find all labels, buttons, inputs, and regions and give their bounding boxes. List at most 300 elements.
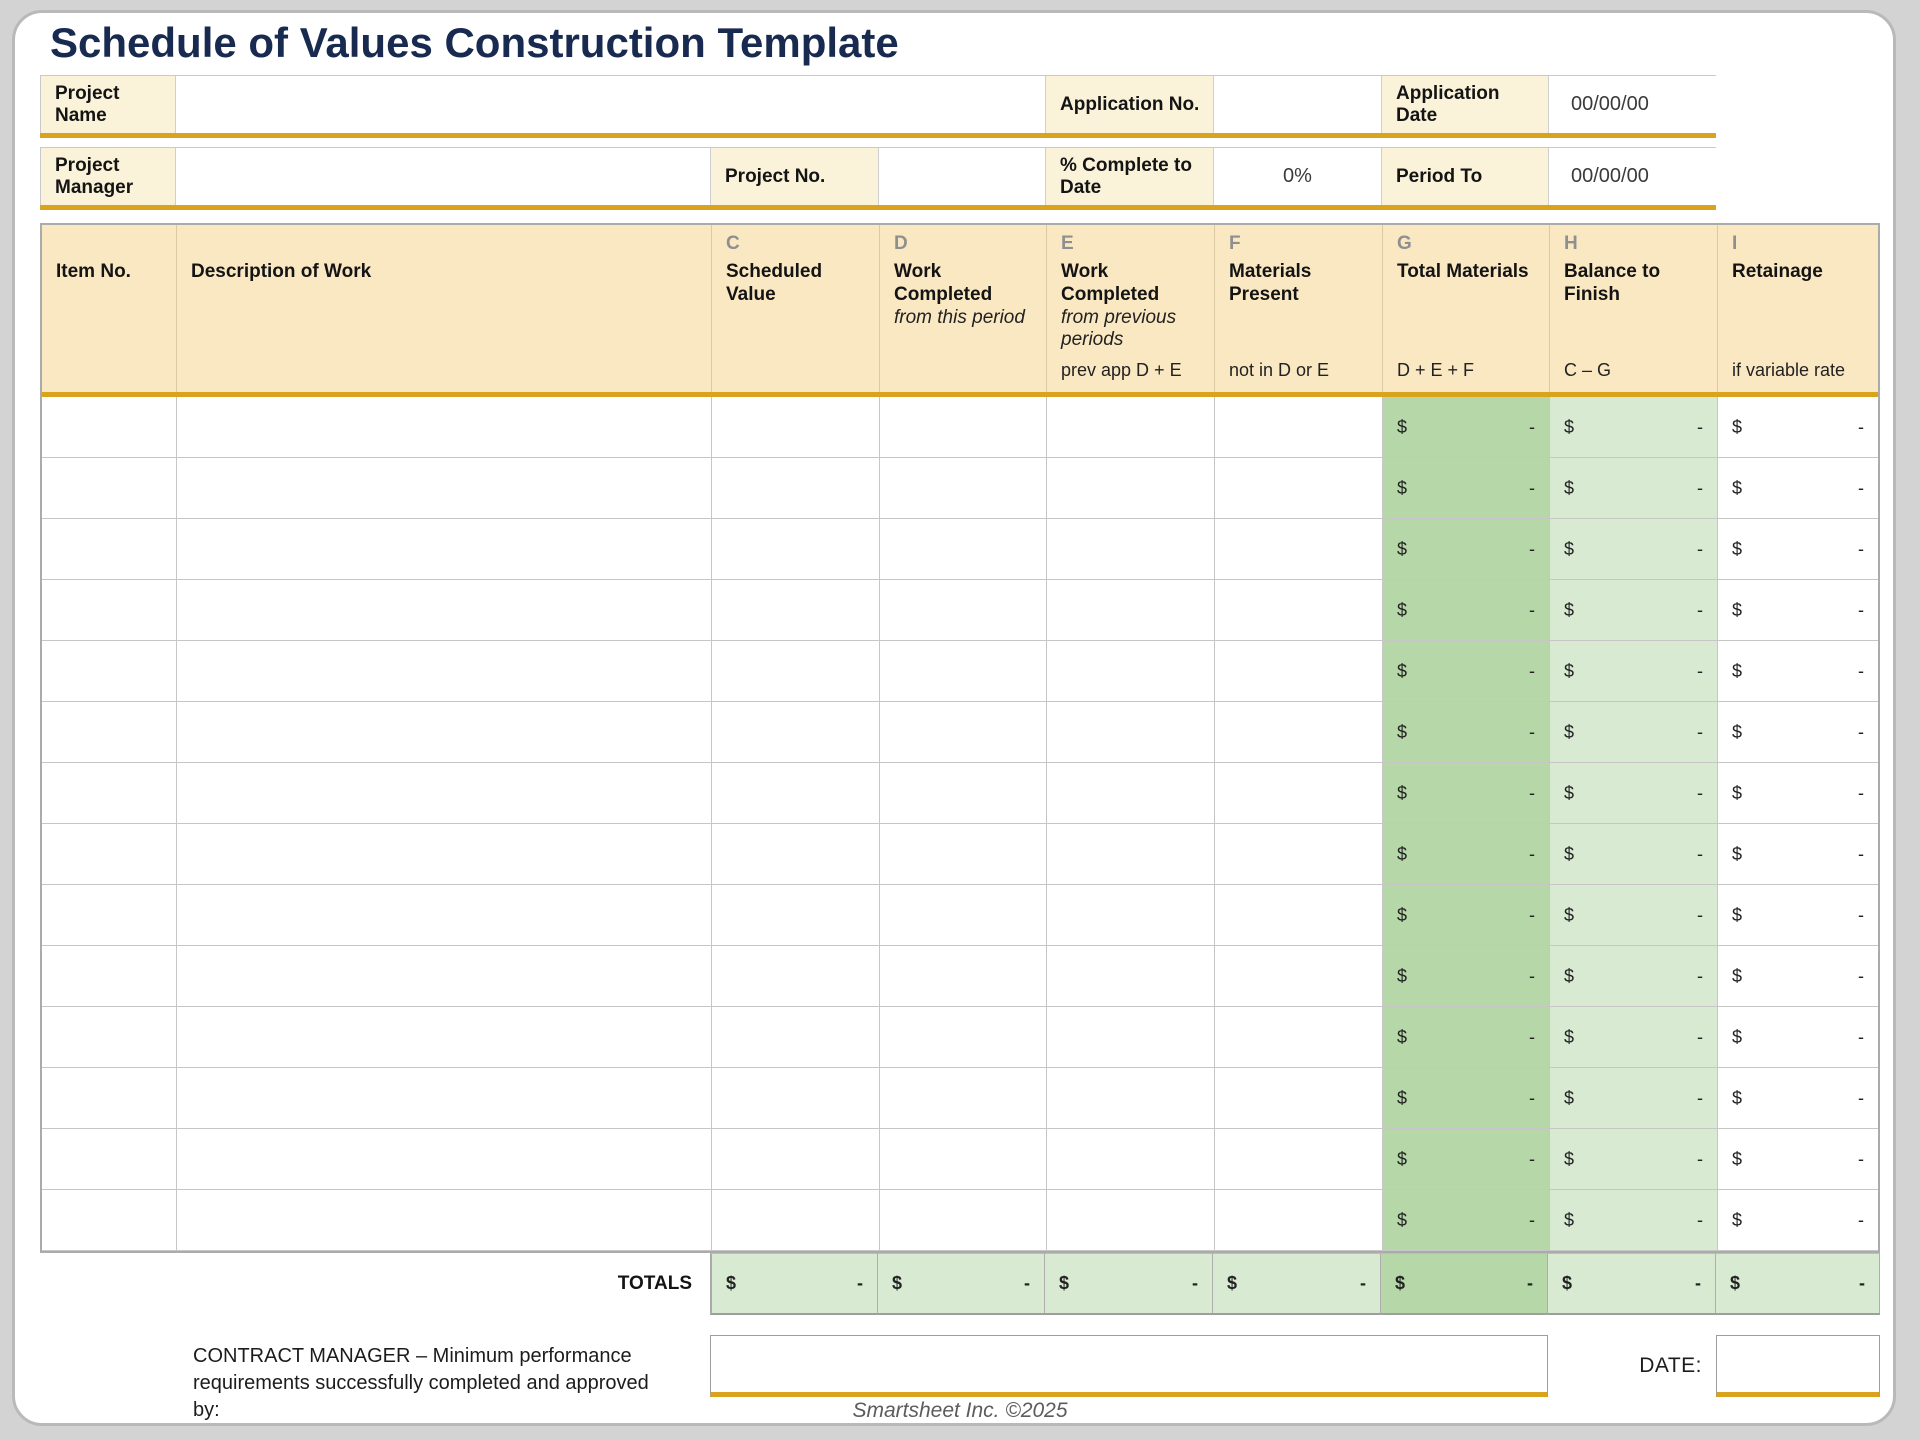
column-formula: C – G [1564, 360, 1612, 380]
amount-placeholder: - [1697, 965, 1703, 986]
column-formula [726, 360, 869, 384]
currency-symbol: $ [1732, 477, 1743, 498]
column-formula: not in D or E [1229, 360, 1330, 380]
cell-scheduled-value[interactable] [712, 1068, 880, 1129]
currency-symbol: $ [1562, 1273, 1573, 1293]
currency-symbol: $ [1732, 1087, 1743, 1108]
currency-symbol: $ [1564, 416, 1575, 437]
column-letter: E [1061, 233, 1074, 254]
currency-symbol: $ [1732, 538, 1743, 559]
amount-placeholder: - [1858, 1148, 1864, 1169]
project-manager-label: Project Manager [41, 148, 176, 205]
amount-placeholder: - [1529, 477, 1535, 498]
cell-item-no[interactable] [42, 824, 177, 885]
project-no-label: Project No. [711, 148, 879, 205]
currency-symbol: $ [1732, 965, 1743, 986]
column-title: Total Materials [1397, 261, 1529, 282]
column-letter: C [726, 233, 740, 254]
cell-description[interactable] [177, 702, 712, 763]
currency-symbol: $ [1397, 1148, 1408, 1169]
currency-symbol: $ [1397, 477, 1408, 498]
page-card [12, 10, 1896, 1426]
application-no-input[interactable] [1214, 76, 1382, 133]
project-name-label: Project Name [41, 76, 176, 133]
column-title: Work Completed [1061, 261, 1160, 305]
amount-placeholder: - [1697, 1209, 1703, 1230]
amount-placeholder: - [1858, 416, 1864, 437]
cell-balance-to-finish[interactable] [1550, 702, 1718, 763]
cell-retainage[interactable] [1718, 641, 1878, 702]
currency-symbol: $ [1397, 599, 1408, 620]
cell-retainage[interactable] [1718, 763, 1878, 824]
cell-work-completed-this-period[interactable] [880, 1129, 1047, 1190]
header-materials-present [1215, 225, 1383, 392]
cell-description[interactable] [177, 580, 712, 641]
amount-placeholder: - [1858, 477, 1864, 498]
period-to-input[interactable]: 00/00/00 [1549, 148, 1717, 205]
cell-description[interactable] [177, 1129, 712, 1190]
application-no-label: Application No. [1046, 76, 1214, 133]
amount-placeholder: - [857, 1273, 863, 1293]
amount-placeholder: - [1529, 1026, 1535, 1047]
cell-work-completed-previous[interactable] [1047, 397, 1215, 458]
header-balance-to-finish [1550, 225, 1718, 392]
total-cell-scheduled-value[interactable] [710, 1253, 878, 1315]
currency-symbol: $ [1227, 1273, 1238, 1293]
project-no-input[interactable] [879, 148, 1046, 205]
amount-placeholder: - [1529, 1148, 1535, 1169]
table-row [42, 1007, 1878, 1068]
column-letter [56, 233, 166, 261]
cell-work-completed-this-period[interactable] [880, 763, 1047, 824]
table-row [42, 824, 1878, 885]
amount-placeholder: - [1697, 843, 1703, 864]
table-row [42, 519, 1878, 580]
amount-placeholder: - [1529, 782, 1535, 803]
currency-symbol: $ [1397, 1026, 1408, 1047]
column-formula: D + E + F [1397, 360, 1475, 380]
cell-work-completed-this-period[interactable] [880, 946, 1047, 1007]
total-cell-materials-present[interactable] [1213, 1253, 1381, 1315]
period-to-label: Period To [1382, 148, 1549, 205]
cell-description[interactable] [177, 1007, 712, 1068]
table-row [42, 1129, 1878, 1190]
amount-placeholder: - [1858, 1087, 1864, 1108]
currency-symbol: $ [1732, 660, 1743, 681]
cell-balance-to-finish[interactable] [1550, 946, 1718, 1007]
cell-total-materials[interactable] [1383, 885, 1550, 946]
percent-complete-label: % Complete to Date [1046, 148, 1214, 205]
cell-retainage[interactable] [1718, 702, 1878, 763]
currency-symbol: $ [1564, 1087, 1575, 1108]
amount-placeholder: - [1697, 599, 1703, 620]
currency-symbol: $ [1564, 965, 1575, 986]
page-title: Schedule of Values Construction Template [50, 19, 899, 66]
amount-placeholder: - [1697, 660, 1703, 681]
gold-divider [40, 205, 1716, 210]
column-title: Description of Work [191, 261, 372, 282]
currency-symbol: $ [726, 1273, 737, 1293]
cell-total-materials[interactable] [1383, 641, 1550, 702]
amount-placeholder: - [1529, 843, 1535, 864]
cell-materials-present[interactable] [1215, 1007, 1383, 1068]
amount-placeholder: - [1858, 782, 1864, 803]
cell-work-completed-this-period[interactable] [880, 580, 1047, 641]
cell-materials-present[interactable] [1215, 1190, 1383, 1251]
cell-total-materials[interactable] [1383, 702, 1550, 763]
amount-placeholder: - [1858, 965, 1864, 986]
total-cell-balance-to-finish[interactable] [1548, 1253, 1716, 1315]
cell-item-no[interactable] [42, 580, 177, 641]
cell-item-no[interactable] [42, 702, 177, 763]
cell-work-completed-previous[interactable] [1047, 946, 1215, 1007]
currency-symbol: $ [1564, 1148, 1575, 1169]
amount-placeholder: - [1527, 1273, 1533, 1293]
table-row [42, 763, 1878, 824]
amount-placeholder: - [1024, 1273, 1030, 1293]
cell-work-completed-previous[interactable] [1047, 763, 1215, 824]
cell-total-materials[interactable] [1383, 1190, 1550, 1251]
amount-placeholder: - [1697, 477, 1703, 498]
amount-placeholder: - [1529, 904, 1535, 925]
column-title: Scheduled Value [726, 261, 823, 305]
amount-placeholder: - [1858, 721, 1864, 742]
amount-placeholder: - [1697, 1148, 1703, 1169]
cell-total-materials[interactable] [1383, 397, 1550, 458]
cell-item-no[interactable] [42, 641, 177, 702]
cell-retainage[interactable] [1718, 824, 1878, 885]
table-row [42, 580, 1878, 641]
cell-item-no[interactable] [42, 397, 177, 458]
amount-placeholder: - [1858, 538, 1864, 559]
amount-placeholder: - [1697, 721, 1703, 742]
cell-item-no[interactable] [42, 1190, 177, 1251]
cell-item-no[interactable] [42, 1068, 177, 1129]
header-description [177, 225, 712, 392]
amount-placeholder: - [1697, 1087, 1703, 1108]
cell-scheduled-value[interactable] [712, 946, 880, 1007]
currency-symbol: $ [1732, 599, 1743, 620]
currency-symbol: $ [1564, 599, 1575, 620]
currency-symbol: $ [1564, 782, 1575, 803]
cell-total-materials[interactable] [1383, 1007, 1550, 1068]
cell-materials-present[interactable] [1215, 824, 1383, 885]
cell-work-completed-previous[interactable] [1047, 458, 1215, 519]
cell-materials-present[interactable] [1215, 519, 1383, 580]
amount-placeholder: - [1529, 965, 1535, 986]
cell-materials-present[interactable] [1215, 397, 1383, 458]
currency-symbol: $ [1397, 843, 1408, 864]
amount-placeholder: - [1858, 599, 1864, 620]
cell-retainage[interactable] [1718, 580, 1878, 641]
cell-materials-present[interactable] [1215, 702, 1383, 763]
cell-scheduled-value[interactable] [712, 580, 880, 641]
application-date-input[interactable]: 00/00/00 [1549, 76, 1717, 133]
cell-balance-to-finish[interactable] [1550, 763, 1718, 824]
schedule-of-values-table [40, 223, 1880, 1315]
cell-retainage[interactable] [1718, 519, 1878, 580]
currency-symbol: $ [1732, 1148, 1743, 1169]
cell-description[interactable] [177, 763, 712, 824]
column-formula [894, 360, 1036, 384]
cell-retainage[interactable] [1718, 946, 1878, 1007]
project-manager-input[interactable] [176, 148, 711, 205]
cell-retainage[interactable] [1718, 458, 1878, 519]
cell-work-completed-this-period[interactable] [880, 519, 1047, 580]
cell-balance-to-finish[interactable] [1550, 824, 1718, 885]
cell-item-no[interactable] [42, 763, 177, 824]
cell-item-no[interactable] [42, 519, 177, 580]
cell-work-completed-this-period[interactable] [880, 1190, 1047, 1251]
amount-placeholder: - [1192, 1273, 1198, 1293]
amount-placeholder: - [1697, 782, 1703, 803]
cell-description[interactable] [177, 397, 712, 458]
gold-divider [40, 133, 1716, 138]
totals-row [40, 1253, 1880, 1315]
cell-description[interactable] [177, 641, 712, 702]
currency-symbol: $ [1397, 660, 1408, 681]
currency-symbol: $ [1732, 416, 1743, 437]
cell-materials-present[interactable] [1215, 946, 1383, 1007]
cell-scheduled-value[interactable] [712, 1129, 880, 1190]
amount-placeholder: - [1697, 1026, 1703, 1047]
cell-scheduled-value[interactable] [712, 397, 880, 458]
info-row-project-name [40, 75, 1716, 138]
cell-balance-to-finish[interactable] [1550, 458, 1718, 519]
currency-symbol: $ [1397, 965, 1408, 986]
cell-work-completed-this-period[interactable] [880, 702, 1047, 763]
currency-symbol: $ [892, 1273, 903, 1293]
header-work-completed-previous [1047, 225, 1215, 392]
cell-work-completed-previous[interactable] [1047, 885, 1215, 946]
cell-balance-to-finish[interactable] [1550, 580, 1718, 641]
table-row [42, 1190, 1878, 1251]
cell-balance-to-finish[interactable] [1550, 1190, 1718, 1251]
cell-description[interactable] [177, 885, 712, 946]
column-letter: G [1397, 233, 1412, 254]
total-cell-work-completed-previous[interactable] [1045, 1253, 1213, 1315]
cell-work-completed-this-period[interactable] [880, 1068, 1047, 1129]
column-formula [56, 360, 166, 384]
cell-scheduled-value[interactable] [712, 763, 880, 824]
cell-total-materials[interactable] [1383, 946, 1550, 1007]
cell-materials-present[interactable] [1215, 641, 1383, 702]
column-title: Retainage [1732, 261, 1823, 282]
cell-balance-to-finish[interactable] [1550, 519, 1718, 580]
page-content [40, 13, 1880, 1423]
header-total-materials [1383, 225, 1550, 392]
cell-work-completed-this-period[interactable] [880, 397, 1047, 458]
cell-work-completed-previous[interactable] [1047, 702, 1215, 763]
currency-symbol: $ [1397, 1209, 1408, 1230]
amount-placeholder: - [1529, 538, 1535, 559]
cell-retainage[interactable] [1718, 1129, 1878, 1190]
amount-placeholder: - [1858, 904, 1864, 925]
cell-work-completed-previous[interactable] [1047, 1068, 1215, 1129]
cell-total-materials[interactable] [1383, 580, 1550, 641]
currency-symbol: $ [1564, 1209, 1575, 1230]
currency-symbol: $ [1564, 721, 1575, 742]
cell-work-completed-this-period[interactable] [880, 458, 1047, 519]
column-subtitle: from this period [894, 306, 1025, 328]
project-name-input[interactable] [176, 76, 1046, 133]
cell-scheduled-value[interactable] [712, 702, 880, 763]
column-title: Balance to Finish [1564, 261, 1661, 305]
cell-materials-present[interactable] [1215, 885, 1383, 946]
amount-placeholder: - [1858, 1209, 1864, 1230]
cell-scheduled-value[interactable] [712, 824, 880, 885]
cell-total-materials[interactable] [1383, 1068, 1550, 1129]
currency-symbol: $ [1395, 1273, 1406, 1293]
column-letter: D [894, 233, 908, 254]
amount-placeholder: - [1697, 538, 1703, 559]
cell-total-materials[interactable] [1383, 458, 1550, 519]
totals-label: TOTALS [40, 1253, 710, 1315]
amount-placeholder: - [1697, 416, 1703, 437]
table-row [42, 946, 1878, 1007]
cell-balance-to-finish[interactable] [1550, 1129, 1718, 1190]
cell-description[interactable] [177, 824, 712, 885]
amount-placeholder: - [1529, 416, 1535, 437]
header-retainage [1718, 225, 1878, 392]
amount-placeholder: - [1859, 1273, 1865, 1293]
cell-materials-present[interactable] [1215, 1068, 1383, 1129]
cell-description[interactable] [177, 1190, 712, 1251]
cell-description[interactable] [177, 1068, 712, 1129]
table-header-row [42, 225, 1878, 392]
cell-work-completed-this-period[interactable] [880, 824, 1047, 885]
column-letter: F [1229, 233, 1241, 254]
cell-retainage[interactable] [1718, 885, 1878, 946]
percent-complete-input[interactable]: 0% [1214, 148, 1382, 205]
amount-placeholder: - [1697, 904, 1703, 925]
amount-placeholder: - [1529, 721, 1535, 742]
currency-symbol: $ [1564, 843, 1575, 864]
cell-scheduled-value[interactable] [712, 458, 880, 519]
currency-symbol: $ [1397, 538, 1408, 559]
header-scheduled-value [712, 225, 880, 392]
cell-item-no[interactable] [42, 1007, 177, 1068]
currency-symbol: $ [1732, 1026, 1743, 1047]
cell-description[interactable] [177, 458, 712, 519]
cell-retainage[interactable] [1718, 1007, 1878, 1068]
cell-materials-present[interactable] [1215, 763, 1383, 824]
currency-symbol: $ [1732, 782, 1743, 803]
cell-description[interactable] [177, 519, 712, 580]
cell-balance-to-finish[interactable] [1550, 641, 1718, 702]
cell-work-completed-previous[interactable] [1047, 824, 1215, 885]
cell-description[interactable] [177, 946, 712, 1007]
column-letter: I [1732, 233, 1738, 254]
amount-placeholder: - [1529, 660, 1535, 681]
currency-symbol: $ [1732, 1209, 1743, 1230]
cell-work-completed-previous[interactable] [1047, 580, 1215, 641]
cell-scheduled-value[interactable] [712, 885, 880, 946]
total-cell-retainage[interactable] [1716, 1253, 1880, 1315]
cell-item-no[interactable] [42, 946, 177, 1007]
date-input[interactable] [1716, 1335, 1880, 1397]
cell-total-materials[interactable] [1383, 824, 1550, 885]
currency-symbol: $ [1397, 1087, 1408, 1108]
cell-work-completed-previous[interactable] [1047, 519, 1215, 580]
currency-symbol: $ [1732, 843, 1743, 864]
currency-symbol: $ [1732, 721, 1743, 742]
cell-balance-to-finish[interactable] [1550, 1068, 1718, 1129]
cell-work-completed-previous[interactable] [1047, 1190, 1215, 1251]
column-formula: prev app D + E [1061, 360, 1182, 380]
cell-item-no[interactable] [42, 885, 177, 946]
table-row [42, 702, 1878, 763]
currency-symbol: $ [1397, 416, 1408, 437]
cell-retainage[interactable] [1718, 1068, 1878, 1129]
cell-scheduled-value[interactable] [712, 1190, 880, 1251]
cell-work-completed-this-period[interactable] [880, 885, 1047, 946]
currency-symbol: $ [1397, 721, 1408, 742]
cell-work-completed-previous[interactable] [1047, 641, 1215, 702]
amount-placeholder: - [1360, 1273, 1366, 1293]
application-date-label: Application Date [1382, 76, 1549, 133]
currency-symbol: $ [1730, 1273, 1741, 1293]
info-row-project-manager [40, 147, 1716, 210]
cell-scheduled-value[interactable] [712, 519, 880, 580]
currency-symbol: $ [1397, 904, 1408, 925]
cell-work-completed-previous[interactable] [1047, 1007, 1215, 1068]
cell-materials-present[interactable] [1215, 458, 1383, 519]
total-cell-work-completed-this-period[interactable] [878, 1253, 1045, 1315]
cell-work-completed-this-period[interactable] [880, 1007, 1047, 1068]
column-formula [191, 360, 701, 384]
column-formula: if variable rate [1732, 360, 1846, 380]
header-work-completed-this-period [880, 225, 1047, 392]
amount-placeholder: - [1858, 1026, 1864, 1047]
cell-total-materials[interactable] [1383, 763, 1550, 824]
table-row [42, 458, 1878, 519]
cell-balance-to-finish[interactable] [1550, 885, 1718, 946]
table-row [42, 641, 1878, 702]
contract-manager-text: CONTRACT MANAGER – Minimum performance requirements successfully completed and approved by: [193, 1345, 649, 1421]
amount-placeholder: - [1529, 599, 1535, 620]
cell-total-materials[interactable] [1383, 519, 1550, 580]
cell-total-materials[interactable] [1383, 1129, 1550, 1190]
header-item-no [42, 225, 177, 392]
table-body [42, 397, 1878, 1251]
total-cell-total-materials[interactable] [1381, 1253, 1548, 1315]
cell-work-completed-previous[interactable] [1047, 1129, 1215, 1190]
column-title: Item No. [56, 261, 131, 282]
amount-placeholder: - [1529, 1209, 1535, 1230]
cell-item-no[interactable] [42, 458, 177, 519]
cell-work-completed-this-period[interactable] [880, 641, 1047, 702]
cell-scheduled-value[interactable] [712, 641, 880, 702]
currency-symbol: $ [1564, 660, 1575, 681]
cell-balance-to-finish[interactable] [1550, 1007, 1718, 1068]
amount-placeholder: - [1529, 1087, 1535, 1108]
cell-scheduled-value[interactable] [712, 1007, 880, 1068]
currency-symbol: $ [1732, 904, 1743, 925]
currency-symbol: $ [1564, 904, 1575, 925]
cell-materials-present[interactable] [1215, 1129, 1383, 1190]
cell-materials-present[interactable] [1215, 580, 1383, 641]
cell-retainage[interactable] [1718, 1190, 1878, 1251]
cell-balance-to-finish[interactable] [1550, 397, 1718, 458]
cell-item-no[interactable] [42, 1129, 177, 1190]
column-letter [191, 233, 701, 261]
table-row [42, 1068, 1878, 1129]
currency-symbol: $ [1397, 782, 1408, 803]
amount-placeholder: - [1858, 660, 1864, 681]
cell-retainage[interactable] [1718, 397, 1878, 458]
signature-input[interactable] [710, 1335, 1548, 1397]
